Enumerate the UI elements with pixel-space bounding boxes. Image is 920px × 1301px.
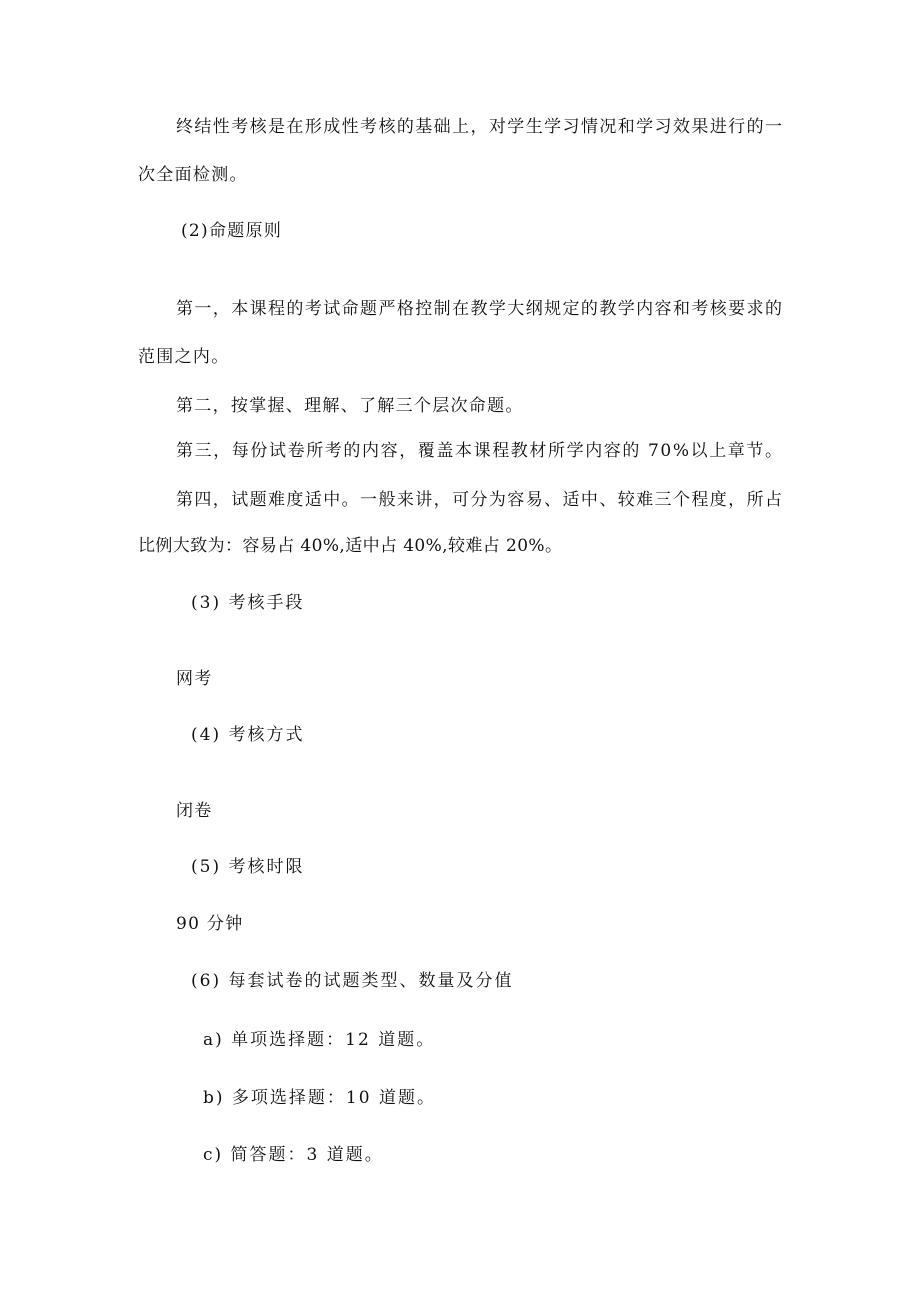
question-type-a: a) 单项选择题：12 道题。 bbox=[203, 1030, 436, 1050]
question-type-b: b) 多项选择题：10 道题。 bbox=[203, 1088, 436, 1108]
heading-means: (3) 考核手段 bbox=[191, 593, 305, 613]
heading-mode: (4) 考核方式 bbox=[191, 725, 305, 745]
principle-1-line-2: 范围之内。 bbox=[138, 347, 230, 367]
principle-4-line-1: 第四，试题难度适中。一般来讲，可分为容易、适中、较难三个程度，所占 bbox=[176, 490, 782, 510]
principle-3: 第三，每份试卷所考的内容，覆盖本课程教材所学内容的 70%以上章节。 bbox=[176, 441, 784, 461]
principle-4-line-2: 比例大致为：容易占 40%,适中占 40%,较难占 20%。 bbox=[138, 536, 563, 556]
principle-1-line-1: 第一，本课程的考试命题严格控制在教学大纲规定的教学内容和考核要求的 bbox=[176, 299, 782, 319]
principle-2: 第二，按掌握、理解、了解三个层次命题。 bbox=[176, 396, 524, 416]
heading-principle: (2)命题原则 bbox=[181, 221, 283, 241]
means-value: 网考 bbox=[176, 669, 213, 689]
mode-value: 闭卷 bbox=[176, 801, 213, 821]
summative-paragraph-line-1: 终结性考核是在形成性考核的基础上，对学生学习情况和学习效果进行的一 bbox=[176, 117, 782, 137]
summative-paragraph-line-2: 次全面检测。 bbox=[138, 165, 248, 185]
question-type-c: c) 简答题：3 道题。 bbox=[203, 1145, 384, 1165]
heading-question-types: (6) 每套试卷的试题类型、数量及分值 bbox=[191, 971, 514, 991]
time-value: 90 分钟 bbox=[176, 914, 244, 934]
heading-time: (5) 考核时限 bbox=[191, 857, 305, 877]
